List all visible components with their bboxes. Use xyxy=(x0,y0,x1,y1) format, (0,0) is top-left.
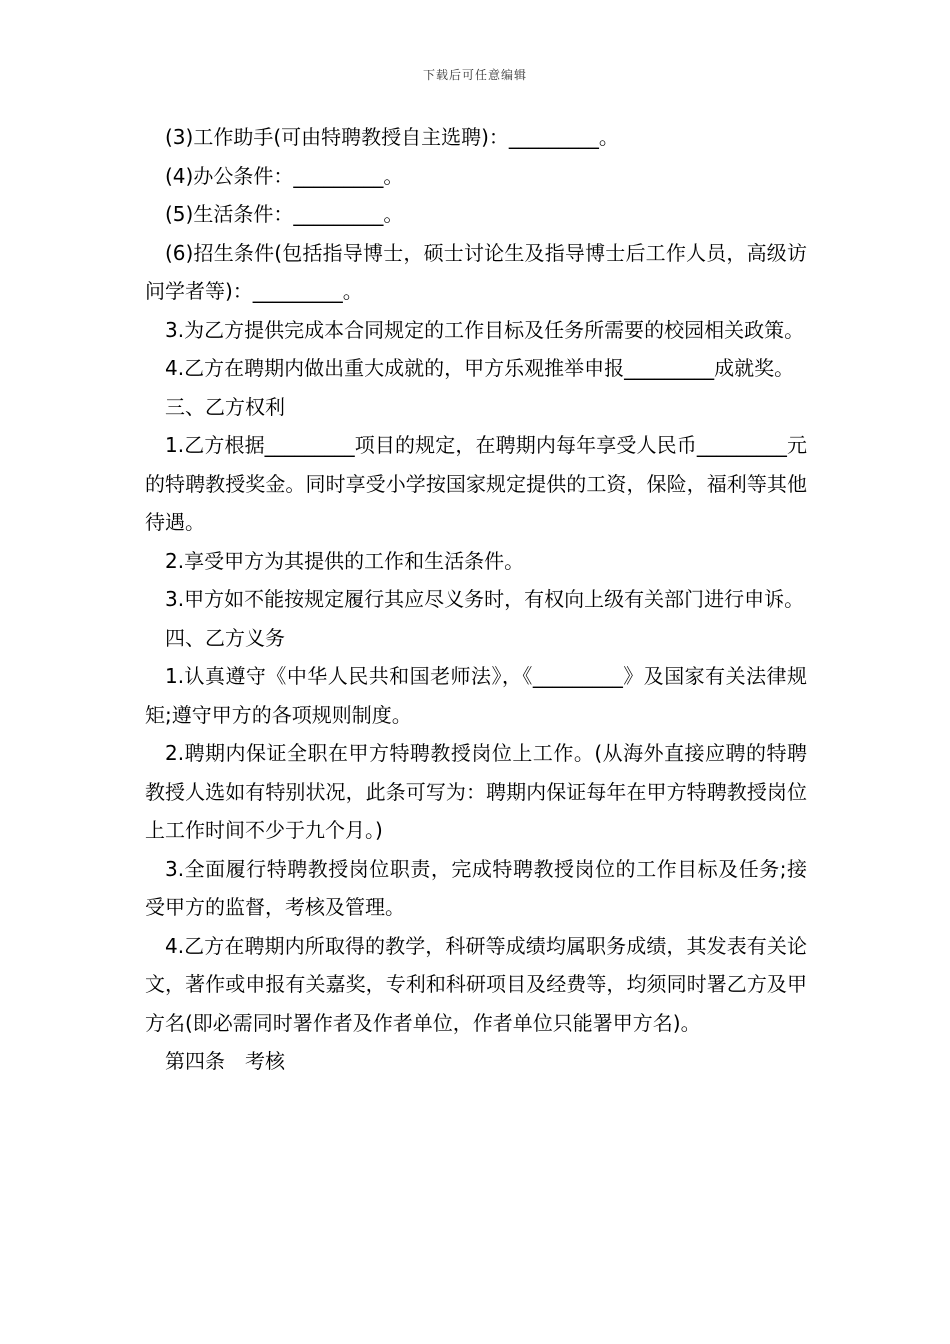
section-heading-obligations: 四、乙方义务 xyxy=(165,625,285,650)
paragraph-full-time: 2.聘期内保证全职在甲方特聘教授岗位上工作。(从海外直接应聘的特聘教授人选如有特别状况，此条可写为：聘期内保证每年在甲方特聘教授岗位上工作时间不少于九个月。) xyxy=(145,741,807,842)
paragraph-comply-law: 1.认真遵守《中华人民共和国老师法》，《_________》及国家有关法律规矩;遵守甲方的各项规则制度。 xyxy=(145,664,807,727)
paragraph-living-conditions: (5)生活条件：_________。 xyxy=(165,202,404,226)
section-heading-rights: 三、乙方权利 xyxy=(165,394,285,419)
paragraph-bonus: 1.乙方根据_________项目的规定，在聘期内每年享受人民币_________元的特聘教授奖金。同时享受小学按国家规定提供的工资，保险，福利等其他待遇。 xyxy=(145,433,807,534)
paragraph-award-recommendation: 4.乙方在聘期内做出重大成就的，甲方乐观推举申报_________成就奖。 xyxy=(165,356,795,380)
article-heading-assessment: 第四条 考核 xyxy=(165,1049,285,1073)
paragraph-achievements: 4.乙方在聘期内所取得的教学，科研等成绩均属职务成绩，其发表有关论文，著作或申报有关嘉奖，专利和科研项目及经费等，均须同时署乙方及甲方名(即必需同时署作者及作者单位，作者单位只能署甲方名)。 xyxy=(145,933,807,1035)
paragraph-appeal: 3.甲方如不能按规定履行其应尽义务时，有权向上级有关部门进行申诉。 xyxy=(165,587,805,611)
paragraph-office-conditions: (4)办公条件：_________。 xyxy=(165,163,404,188)
paragraph-assistant: (3)工作助手(可由特聘教授自主选聘)：_________。 xyxy=(165,125,619,149)
page-header-note: 下载后可任意编辑 xyxy=(422,68,527,82)
paragraph-campus-policy: 3.为乙方提供完成本合同规定的工作目标及任务所需要的校园相关政策。 xyxy=(165,317,805,342)
paragraph-enrollment-conditions: (6)招生条件(包括指导博士，硕士讨论生及指导博士后工作人员，高级访问学者等)：_________。 xyxy=(145,240,807,303)
document-body xyxy=(145,118,807,1081)
paragraph-duties: 3.全面履行特聘教授岗位职责，完成特聘教授岗位的工作目标及任务;接受甲方的监督，考核及管理。 xyxy=(145,856,807,919)
paragraph-work-life-conditions: 2.享受甲方为其提供的工作和生活条件。 xyxy=(165,548,525,573)
